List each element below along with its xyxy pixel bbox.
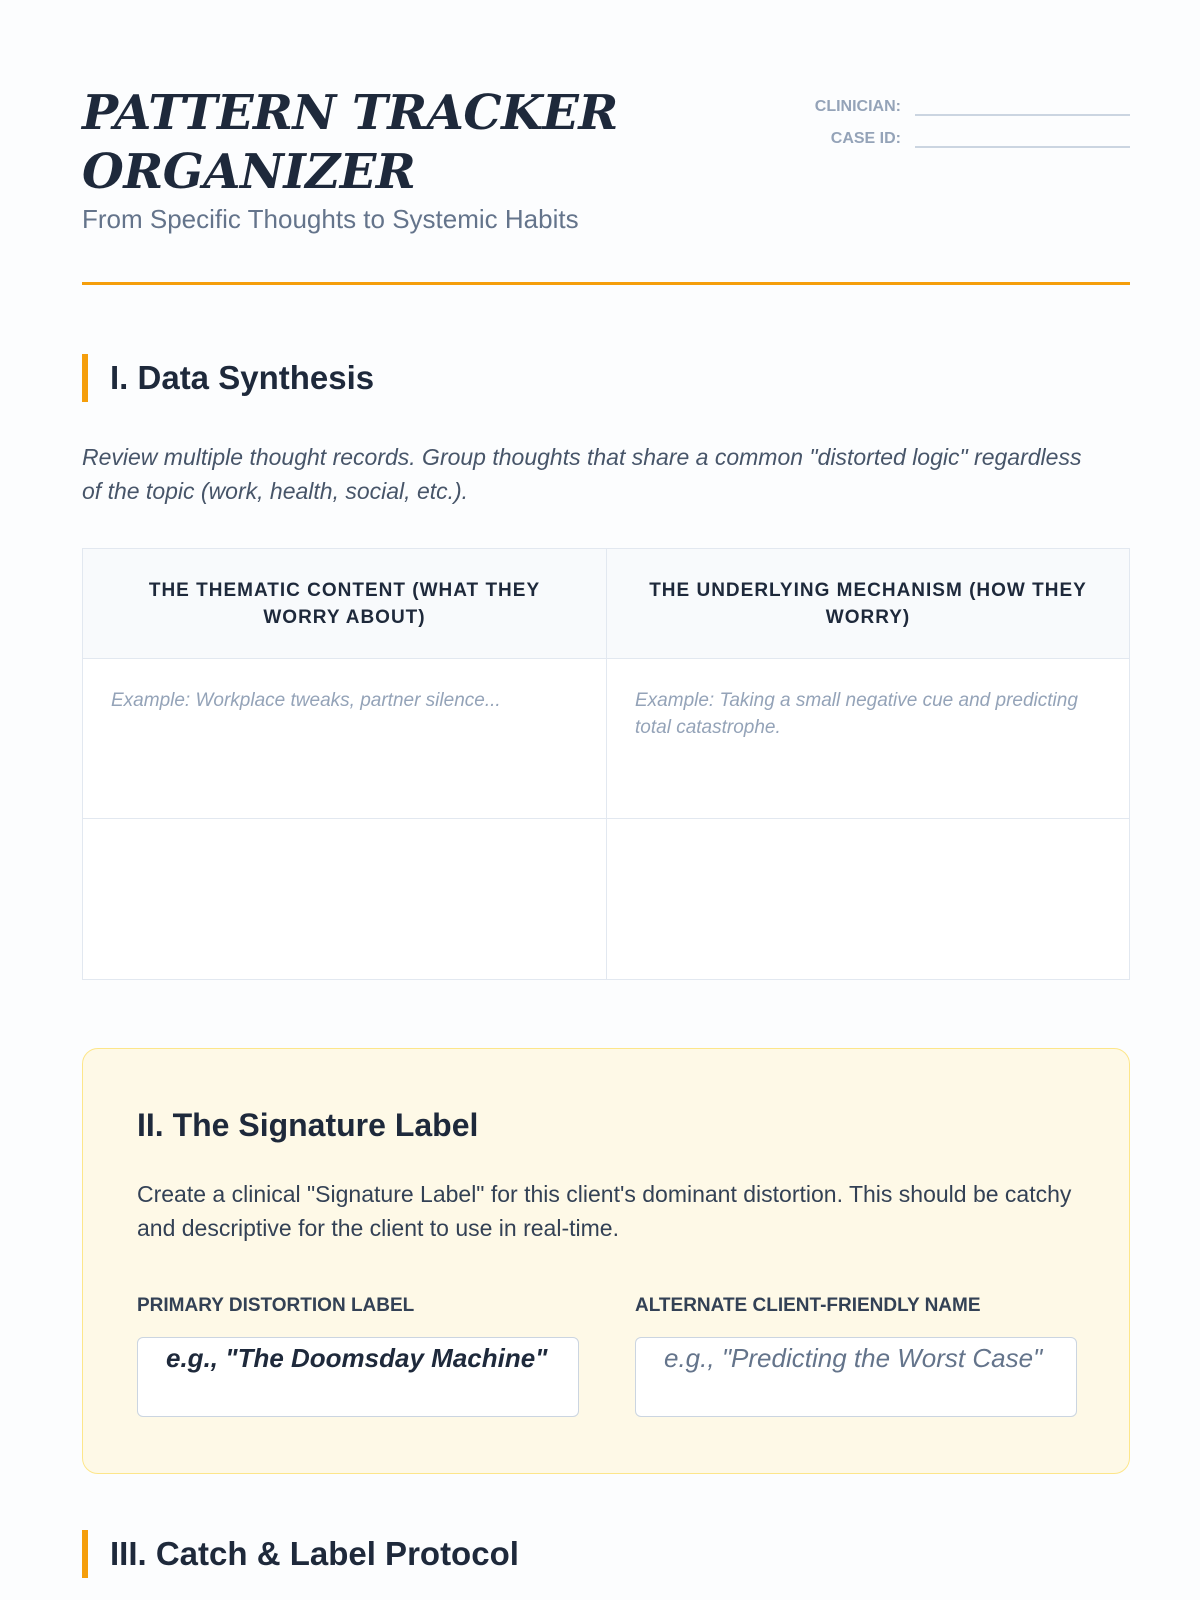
- section-heading-catch-label: [82, 1530, 519, 1578]
- clinician-field[interactable]: [915, 94, 1130, 116]
- table-cell[interactable]: Example: Taking a small negative cue and predicting total catastrophe.: [606, 659, 1129, 818]
- alternate-name-field: [635, 1295, 1077, 1417]
- table-row: [83, 659, 1129, 819]
- clinician-label: CLINICIAN:: [814, 98, 901, 115]
- primary-distortion-input[interactable]: e.g., "The Doomsday Machine": [137, 1337, 579, 1417]
- synthesis-table: [82, 548, 1130, 980]
- section-title: II. The Signature Label: [137, 1107, 479, 1143]
- column-header-thematic: THE THEMATIC CONTENT (WHAT THEY WORRY ABOUT): [148, 579, 541, 628]
- worksheet-page: [82, 0, 1130, 1600]
- alternate-name-input[interactable]: e.g., "Predicting the Worst Case": [635, 1337, 1077, 1417]
- case-id-label: CASE ID:: [830, 130, 901, 147]
- table-header: [83, 549, 1129, 659]
- section-description: Create a clinical "Signature Label" for this client's dominant distortion. This should be catchy and descriptive for the client to use in real-time.: [137, 1181, 1072, 1241]
- case-id-field[interactable]: [915, 126, 1130, 148]
- table-cell[interactable]: [606, 819, 1129, 979]
- case-id-row: [800, 116, 1130, 148]
- page-title: PATTERN TRACKER ORGANIZER: [82, 85, 618, 200]
- page-subtitle: From Specific Thoughts to Systemic Habits: [82, 204, 579, 234]
- field-label: PRIMARY DISTORTION LABEL: [137, 1295, 415, 1316]
- section-accent-bar: [82, 1530, 88, 1578]
- section-instructions: Review multiple thought records. Group thoughts that share a common "distorted logic" regardless of the topic (work, health, social, etc.).: [82, 444, 1082, 504]
- signature-label-panel: [82, 1048, 1130, 1474]
- case-meta: [800, 84, 1130, 148]
- header: [82, 84, 1130, 284]
- header-divider: [82, 282, 1130, 285]
- primary-label-field: [137, 1295, 579, 1417]
- column-header-mechanism: THE UNDERLYING MECHANISM (HOW THEY WORRY): [606, 549, 1129, 658]
- table-cell[interactable]: [83, 819, 606, 979]
- table-cell[interactable]: Example: Workplace tweaks, partner silence...: [111, 690, 501, 711]
- section-title: III. Catch & Label Protocol: [110, 1535, 519, 1572]
- table-row: [83, 819, 1129, 979]
- clinician-row: [800, 84, 1130, 116]
- section-heading-data-synthesis: [82, 354, 374, 402]
- section-accent-bar: [82, 354, 88, 402]
- field-label: ALTERNATE CLIENT-FRIENDLY NAME: [635, 1295, 981, 1316]
- section-title: I. Data Synthesis: [110, 359, 375, 396]
